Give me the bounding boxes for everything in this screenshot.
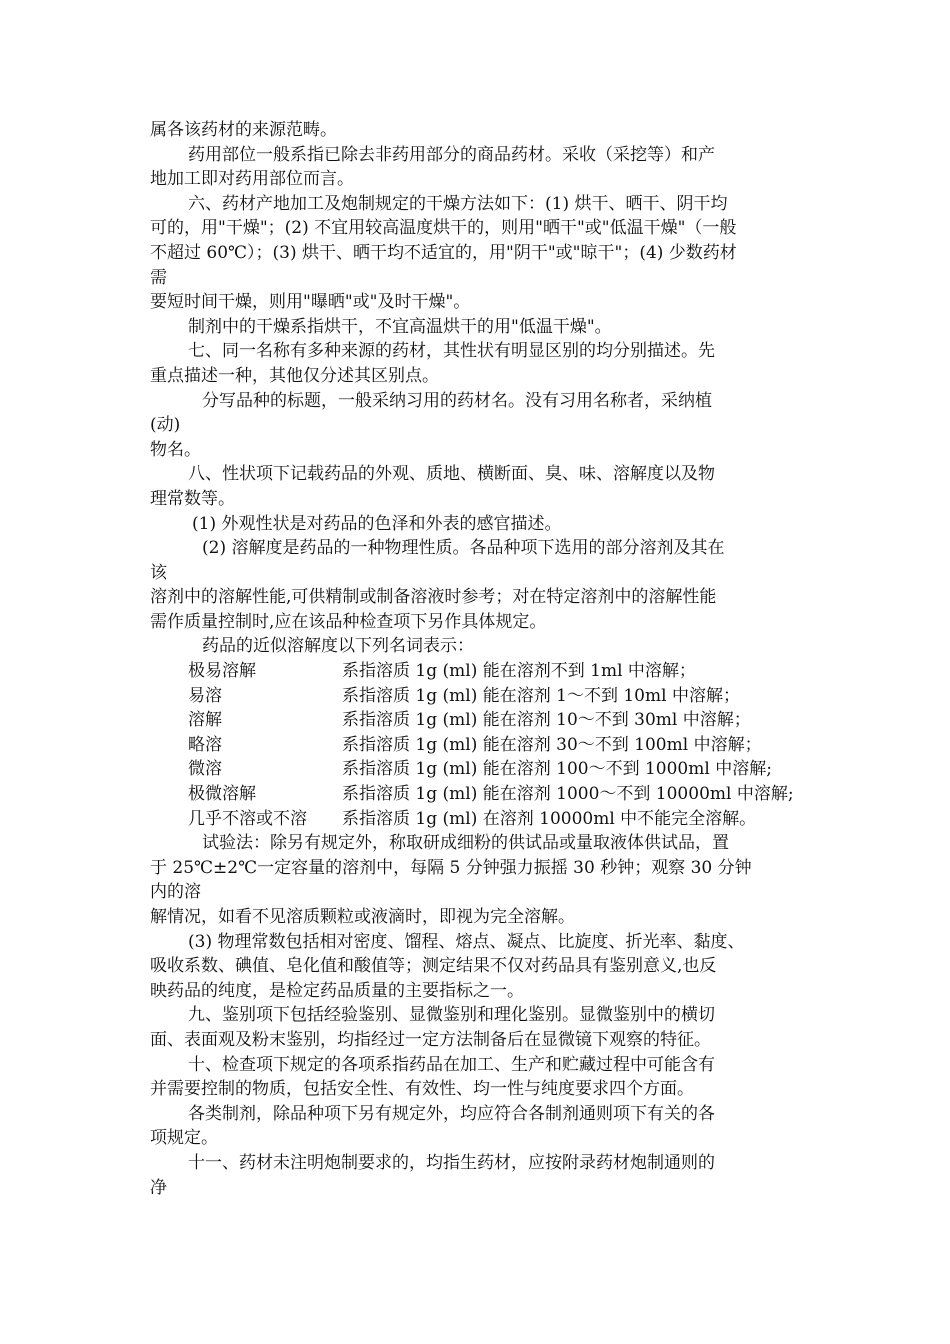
text-line: (1) 外观性状是对药品的色泽和外表的感官描述。: [192, 513, 562, 534]
solubility-term-row: [150, 708, 810, 733]
solubility-term-row: [150, 757, 810, 782]
solubility-term: 微溶: [188, 759, 222, 780]
text-line: 溶剂中的溶解性能,可供精制或制备溶液时参考；对在特定溶剂中的溶解性能: [150, 587, 717, 608]
text-line: 十一、药材未注明炮制要求的，均指生药材，应按附录药材炮制通则的: [188, 1152, 715, 1173]
solubility-definition: 系指溶质 1g (ml) 能在溶剂 100～不到 1000ml 中溶解;: [342, 759, 772, 780]
solubility-definition: 系指溶质 1g (ml) 能在溶剂 10～不到 30ml 中溶解；: [342, 710, 751, 731]
solubility-definition: 系指溶质 1g (ml) 在溶剂 10000ml 中不能完全溶解。: [342, 808, 757, 829]
text-line: 六、药材产地加工及炮制规定的干燥方法如下：(1) 烘干、晒干、阴干均: [188, 193, 728, 214]
document-body: [150, 118, 810, 1200]
solubility-term-row: [150, 684, 810, 709]
solubility-definition: 系指溶质 1g (ml) 能在溶剂 30～不到 100ml 中溶解；: [342, 734, 762, 755]
solubility-terms-list: [150, 659, 810, 831]
text-line: 映药品的纯度，是检定药品质量的主要指标之一。: [150, 980, 524, 1001]
text-line: 吸收系数、碘值、皂化值和酸值等；测定结果不仅对药品具有鉴别意义,也反: [150, 956, 717, 977]
text-line: 物名。: [150, 439, 201, 460]
text-line: 重点描述一种，其他仅分述其区别点。: [150, 365, 439, 386]
text-line: 该: [150, 562, 167, 583]
text-line: (3) 物理常数包括相对密度、馏程、熔点、凝点、比旋度、折光率、黏度、: [188, 931, 745, 952]
solubility-definition: 系指溶质 1g (ml) 能在溶剂 1～不到 10ml 中溶解；: [342, 685, 740, 706]
solubility-term-row: [150, 659, 810, 684]
solubility-term-row: [150, 782, 810, 807]
text-line: 内的溶: [150, 882, 201, 903]
solubility-term-row: [150, 733, 810, 758]
text-line: 地加工即对药用部位而言。: [150, 169, 354, 190]
text-line: 面、表面观及粉末鉴别，均指经过一定方法制备后在显微镜下观察的特征。: [150, 1029, 711, 1050]
text-line: 可的，用"干燥"；(2) 不宜用较高温度烘干的，则用"晒干"或"低温干燥"（一般: [150, 218, 737, 239]
text-line: 试验法：除另有规定外，称取研成细粉的供试品或量取液体供试品，置: [202, 833, 729, 854]
solubility-definition: 系指溶质 1g (ml) 能在溶剂 1000～不到 10000ml 中溶解;: [342, 784, 794, 805]
text-line: 分写品种的标题，一般采纳习用的药材名。没有习用名称者，采纳植: [202, 390, 712, 411]
solubility-term: 溶解: [188, 710, 222, 731]
text-line: 净: [150, 1177, 167, 1198]
text-line: 并需要控制的物质，包括安全性、有效性、均一性与纯度要求四个方面。: [150, 1079, 694, 1100]
text-line: 药品的近似溶解度以下列名词表示：: [202, 636, 474, 657]
text-line: 九、鉴别项下包括经验鉴别、显微鉴别和理化鉴别。显微鉴别中的横切: [188, 1005, 715, 1026]
text-line: 需作质量控制时,应在该品种检查项下另作具体规定。: [150, 611, 547, 632]
text-line: 项规定。: [150, 1128, 218, 1149]
solubility-term: 极易溶解: [188, 661, 256, 682]
text-line: 药用部位一般系指已除去非药用部分的商品药材。采收（采挖等）和产: [188, 144, 715, 165]
text-line: 属各该药材的来源范畴。: [150, 120, 337, 140]
text-line: 十、检查项下规定的各项系指药品在加工、生产和贮藏过程中可能含有: [188, 1054, 715, 1075]
text-line: 要短时间干燥，则用"曝晒"或"及时干燥"。: [150, 292, 471, 313]
text-line: 解情况，如看不见溶质颗粒或液滴时，即视为完全溶解。: [150, 907, 575, 927]
solubility-term: 易溶: [188, 685, 222, 706]
text-line: 七、同一名称有多种来源的药材，其性状有明显区别的均分别描述。先: [188, 341, 715, 362]
solubility-definition: 系指溶质 1g (ml) 能在溶剂不到 1ml 中溶解；: [342, 661, 696, 682]
text-line: 不超过 60℃）；(3) 烘干、晒干均不适宜的，用"阴干"或"晾干"；(4) 少数药材: [150, 242, 737, 263]
paragraphs-bottom: [150, 831, 810, 1200]
text-line: 于 25℃±2℃一定容量的溶剂中，每隔 5 分钟强力振摇 30 秒钟；观察 30 分钟: [150, 857, 752, 878]
text-line: 需: [150, 267, 167, 288]
solubility-term: 几乎不溶或不溶: [188, 808, 307, 829]
text-line: (2) 溶解度是药品的一种物理性质。各品种项下选用的部分溶剂及其在: [202, 538, 725, 559]
text-line: 制剂中的干燥系指烘干，不宜高温烘干的用"低温干燥"。: [188, 316, 612, 337]
solubility-term: 极微溶解: [188, 784, 256, 805]
paragraphs-top: [150, 118, 810, 659]
text-line: 各类制剂，除品种项下另有规定外，均应符合各制剂通则项下有关的各: [188, 1103, 715, 1124]
text-line: 八、性状项下记载药品的外观、质地、横断面、臭、味、溶解度以及物: [188, 464, 715, 485]
text-line: 理常数等。: [150, 488, 235, 509]
solubility-term-row: [150, 807, 810, 832]
solubility-term: 略溶: [188, 734, 222, 755]
text-line: (动): [150, 415, 181, 436]
